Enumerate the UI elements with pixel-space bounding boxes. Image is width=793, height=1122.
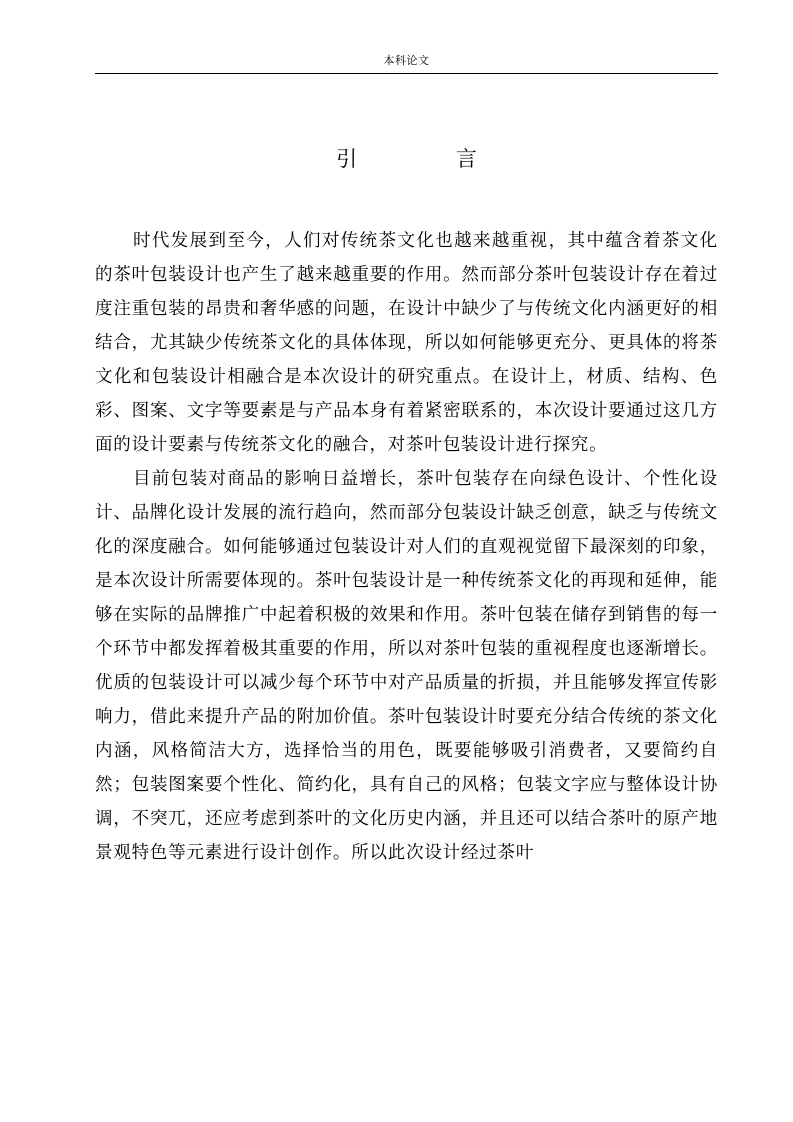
section-title: 引 言 [336,147,523,171]
header-rule [95,73,718,74]
body-text [95,224,718,870]
paragraph-1: 时代发展到至今，人们对传统茶文化也越来越重视，其中蕴含着茶文化的茶叶包装设计也产生了越来越重要的作用。然而部分茶叶包装设计存在着过度注重包装的昂贵和奢华感的问题，在设计中缺少了与传统文化内涵更好的相结合，尤其缺少传统茶文化的具体体现，所以如何能够更充分、更具体的将茶文化和包装设计相融合是本次设计的研究重点。在设计上，材质、结构、色彩、图案、文字等要素是与产品本身有着紧密联系的，本次设计要通过这几方面的设计要素与传统茶文化的融合，对茶叶包装设计进行探究。 [95,231,718,455]
running-header: 本科论文 [383,54,430,67]
paragraph-2: 目前包装对商品的影响日益增长，茶叶包装存在向绿色设计、个性化设计、品牌化设计发展的流行趋向，然而部分包装设计缺乏创意，缺乏与传统文化的深度融合。如何能够通过包装设计对人们的直观视觉留下最深刻的印象，是本次设计所需要体现的。茶叶包装设计是一种传统茶文化的再现和延伸，能够在实际的品牌推广中起着积极的效果和作用。茶叶包装在储存到销售的每一个环节中都发挥着极其重要的作用，所以对茶叶包装的重视程度也逐渐增长。优质的包装设计可以减少每个环节中对产品质量的折损，并且能够发挥宣传影响力，借此来提升产品的附加价值。茶叶包装设计时要充分结合传统的茶文化内涵，风格简洁大方，选择恰当的用色，既要能够吸引消费者，又要简约自然；包装图案要个性化、简约化，具有自己的风格；包装文字应与整体设计协调，不突兀，还应考虑到茶叶的文化历史内涵，并且还可以结合茶叶的原产地景观特色等元素进行设计创作。所以此次设计经过茶叶 [95,469,718,863]
